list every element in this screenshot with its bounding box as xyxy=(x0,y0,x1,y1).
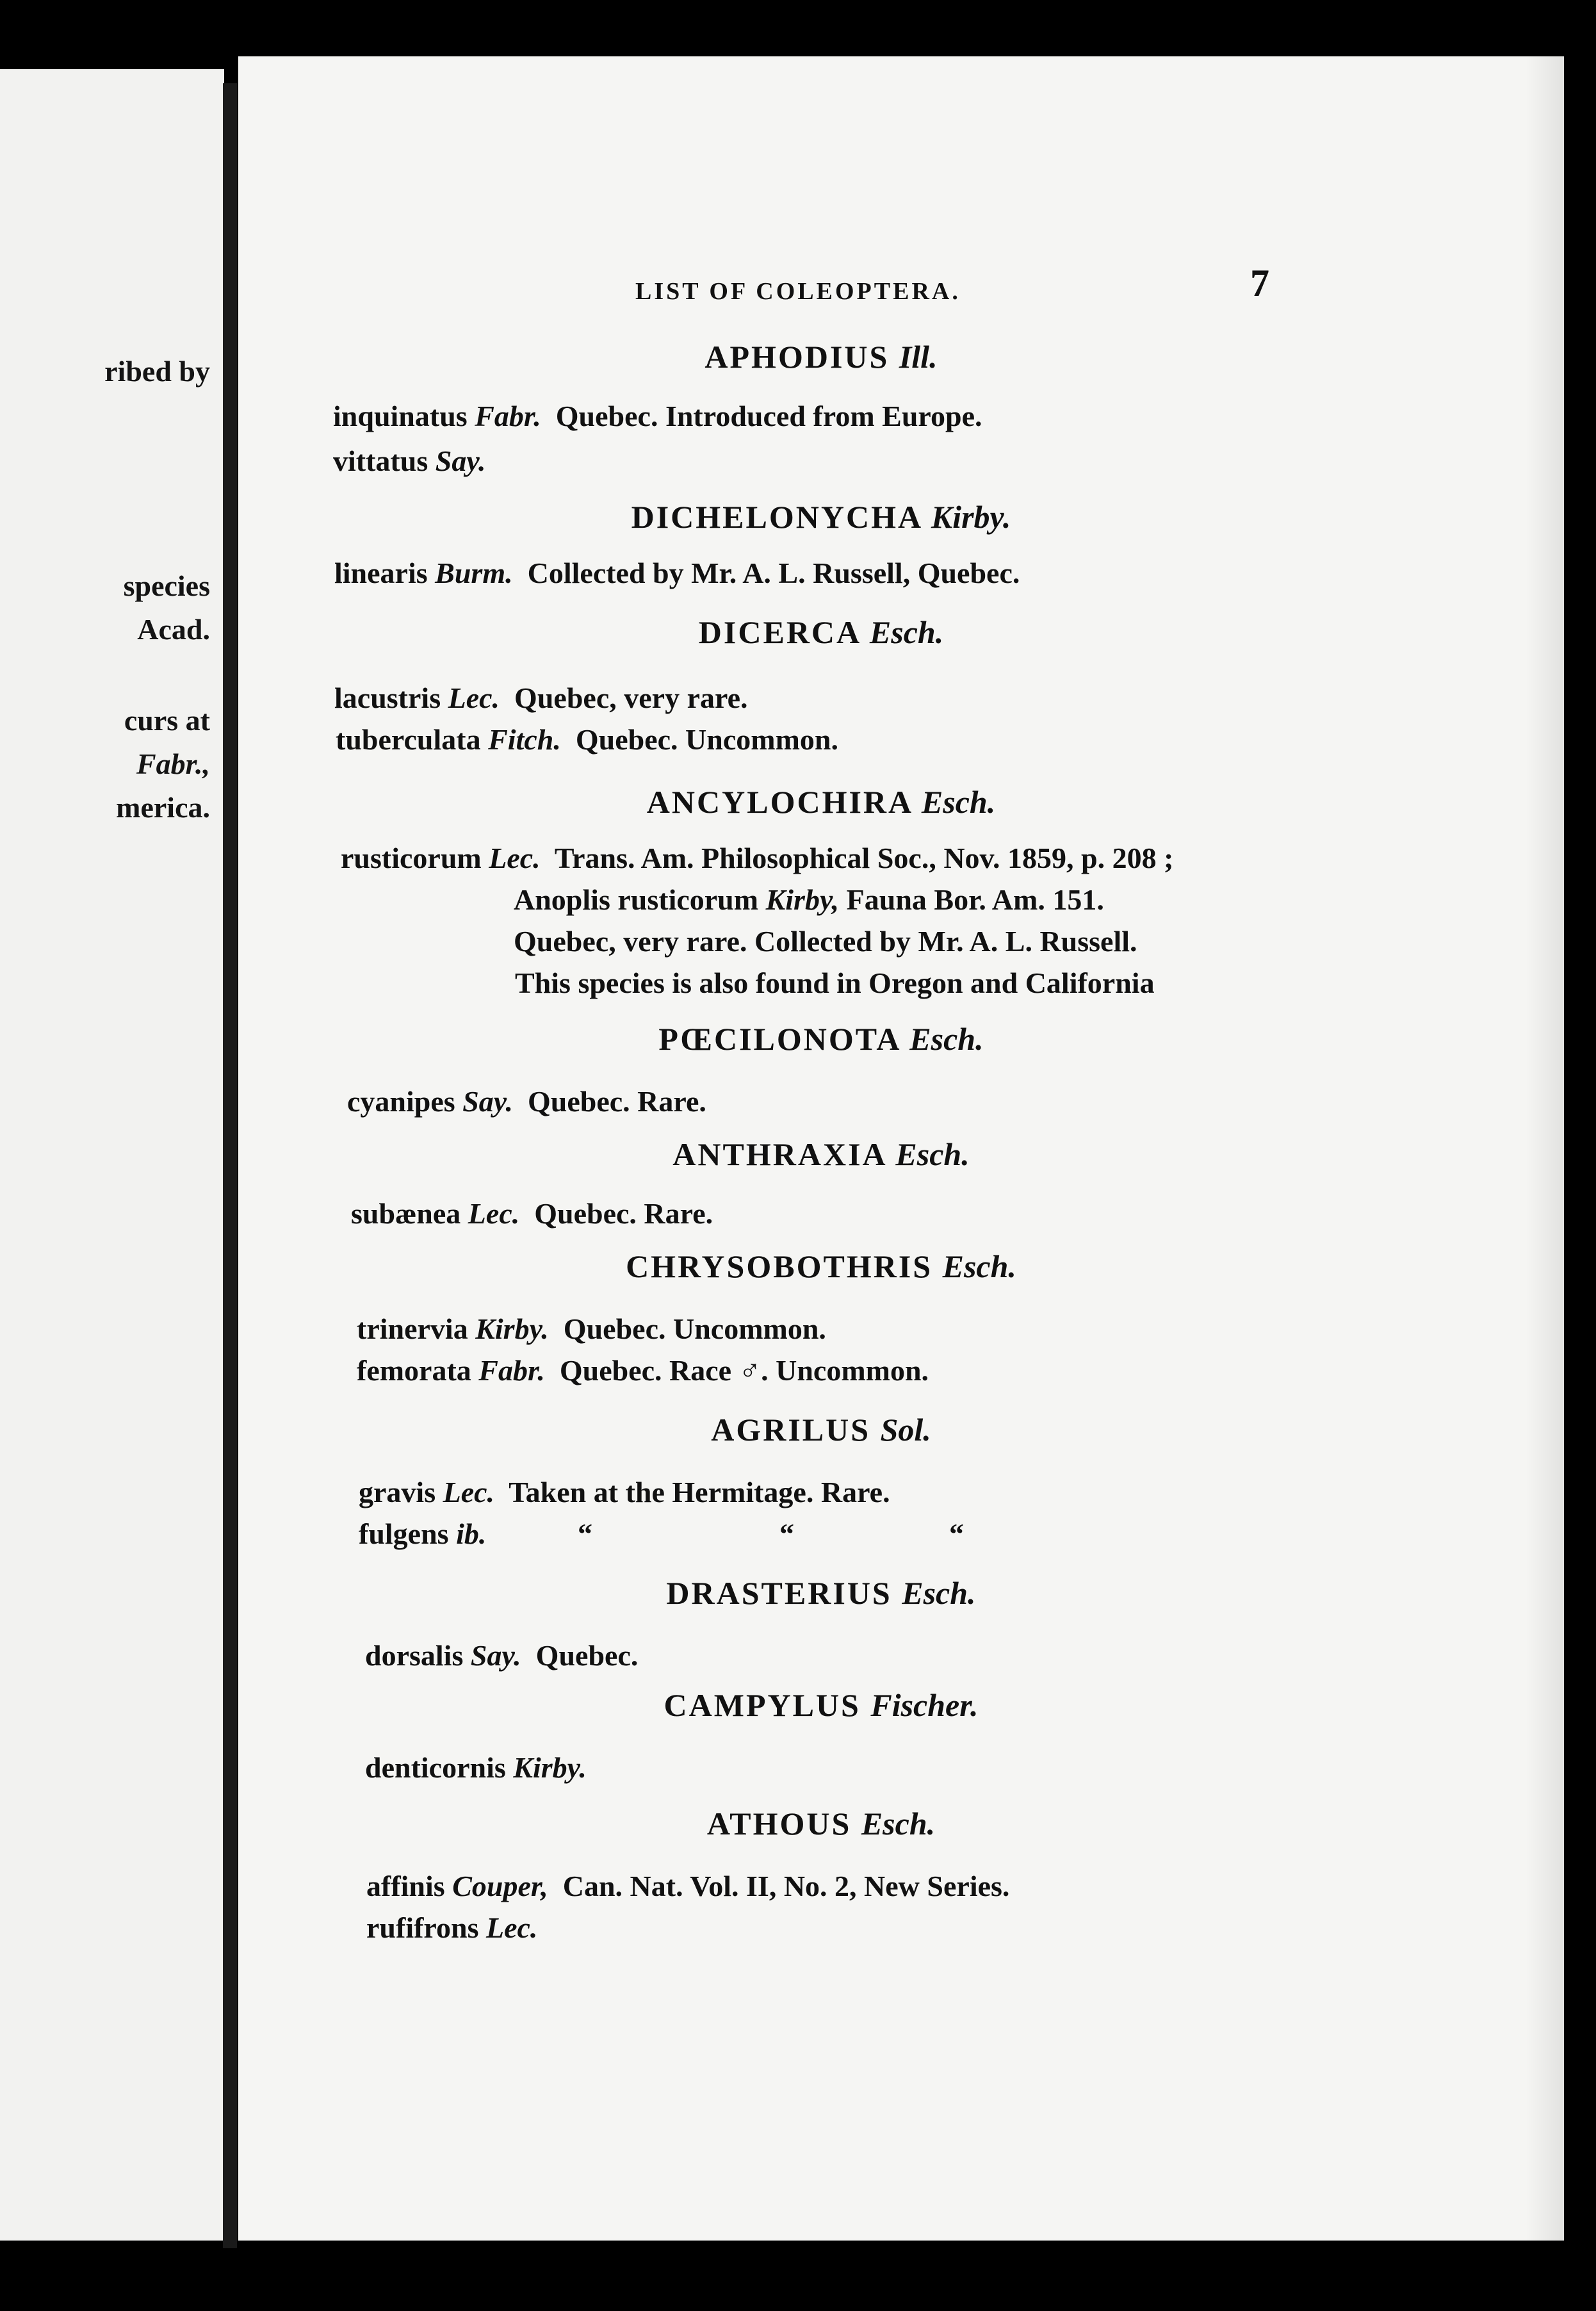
species-note: Quebec. Introduced from Europe. xyxy=(555,400,982,432)
entry-continuation: This species is also found in Oregon and California xyxy=(515,967,1155,999)
genus-heading xyxy=(238,614,1404,651)
species-entry xyxy=(334,556,1020,590)
species-author: Lec. xyxy=(448,682,500,714)
species-author: Kirby. xyxy=(475,1312,549,1345)
species-name: cyanipes xyxy=(347,1085,455,1118)
species-author: Fabr. xyxy=(478,1354,545,1387)
genus-author: Fischer. xyxy=(870,1687,979,1723)
species-note: Quebec. Uncommon. xyxy=(575,723,838,756)
genus-heading xyxy=(238,1574,1404,1612)
species-name: denticornis xyxy=(365,1751,506,1784)
facing-page-fragment: Acad. xyxy=(137,613,210,646)
species-author: Say. xyxy=(435,445,486,477)
species-author: Lec. xyxy=(443,1476,495,1508)
book-binding xyxy=(223,83,237,2248)
species-name: affinis xyxy=(366,1870,445,1902)
facing-page xyxy=(0,69,224,2241)
genus-heading xyxy=(238,1248,1404,1285)
genus-heading xyxy=(238,498,1404,535)
species-note: Trans. Am. Philosophical Soc., Nov. 1859, p. 208 ; xyxy=(554,842,1174,874)
ditto-mark: “ xyxy=(779,1517,794,1550)
species-name: subænea xyxy=(351,1197,461,1230)
species-note: Taken at the Hermitage. Rare. xyxy=(509,1476,890,1508)
entry-continuation xyxy=(514,883,1104,917)
genus-name: DRASTERIUS xyxy=(666,1575,892,1611)
species-name: dorsalis xyxy=(365,1639,464,1672)
genus-name: ATHOUS xyxy=(706,1806,852,1841)
species-entry xyxy=(341,841,1173,875)
species-author: Fitch. xyxy=(488,723,561,756)
species-entry xyxy=(366,1911,537,1945)
continuation-text: Fauna Bor. Am. 151. xyxy=(846,883,1104,916)
genus-name: AGRILUS xyxy=(711,1412,871,1448)
page-shadow xyxy=(1526,56,1564,2241)
entry-continuation: Quebec, very rare. Collected by Mr. A. L. Russell. xyxy=(514,925,1137,958)
species-entry xyxy=(365,1751,587,1784)
species-name: rusticorum xyxy=(341,842,482,874)
species-author: Couper, xyxy=(452,1870,548,1902)
species-note: Collected by Mr. A. L. Russell, Quebec. xyxy=(527,557,1020,589)
species-entry xyxy=(351,1196,713,1230)
species-name: femorata xyxy=(357,1354,471,1387)
species-name: gravis xyxy=(359,1476,436,1508)
species-author: Lec. xyxy=(486,1911,538,1944)
running-head: LIST OF COLEOPTERA. xyxy=(635,278,961,305)
facing-page-fragment: Fabr., xyxy=(136,747,210,780)
genus-heading xyxy=(238,1411,1404,1448)
species-note: Can. Nat. Vol. II, No. 2, New Series. xyxy=(562,1870,1010,1902)
continuation-author: Kirby, xyxy=(765,883,840,916)
species-entry xyxy=(366,1869,1009,1903)
species-entry xyxy=(333,399,982,433)
genus-name: APHODIUS xyxy=(704,339,890,375)
species-author: Say. xyxy=(462,1085,513,1118)
facing-page-fragment: merica. xyxy=(116,791,210,824)
genus-name: CAMPYLUS xyxy=(664,1687,861,1723)
genus-author: Ill. xyxy=(899,339,938,375)
genus-name: ANTHRAXIA xyxy=(672,1136,886,1172)
genus-name: DICERCA xyxy=(698,614,860,650)
species-note: Quebec, very rare. xyxy=(514,682,748,714)
genus-name: DICHELONYCHA xyxy=(631,499,922,535)
species-author: Burm. xyxy=(435,557,513,589)
genus-author: Kirby. xyxy=(931,499,1011,535)
genus-author: Esch. xyxy=(869,614,944,650)
genus-author: Esch. xyxy=(902,1575,976,1611)
species-entry xyxy=(347,1084,706,1118)
species-entry xyxy=(333,444,486,478)
genus-heading xyxy=(238,1686,1404,1724)
species-entry xyxy=(359,1475,890,1509)
species-author: Lec. xyxy=(489,842,541,874)
species-name: vittatus xyxy=(333,445,428,477)
genus-author: Esch. xyxy=(921,784,996,820)
species-author: Say. xyxy=(470,1639,521,1672)
species-author: Fabr. xyxy=(475,400,541,432)
genus-name: PŒCILONOTA xyxy=(658,1021,900,1057)
species-note: Quebec. xyxy=(535,1639,639,1672)
species-name: tuberculata xyxy=(336,723,481,756)
species-name: linearis xyxy=(334,557,428,589)
genus-author: Sol. xyxy=(880,1412,931,1448)
species-entry xyxy=(357,1312,826,1346)
species-entry xyxy=(357,1353,929,1387)
species-note: Quebec. Uncommon. xyxy=(563,1312,826,1345)
species-entry xyxy=(365,1638,638,1672)
species-name: inquinatus xyxy=(333,400,468,432)
genus-author: Esch. xyxy=(895,1136,970,1172)
species-entry xyxy=(336,723,838,756)
genus-heading xyxy=(238,1805,1404,1842)
species-note: Quebec. Rare. xyxy=(534,1197,713,1230)
genus-heading xyxy=(238,1020,1404,1058)
species-author: ib. xyxy=(456,1517,487,1550)
species-author: Kirby. xyxy=(513,1751,587,1784)
genus-heading xyxy=(238,1136,1404,1173)
species-entry xyxy=(359,1517,486,1551)
genus-author: Esch. xyxy=(909,1021,984,1057)
facing-page-fragment: ribed by xyxy=(104,355,210,388)
ditto-mark: “ xyxy=(578,1517,592,1550)
genus-author: Esch. xyxy=(861,1806,936,1841)
genus-name: CHRYSOBOTHRIS xyxy=(626,1248,933,1284)
facing-page-fragment: species xyxy=(123,569,210,602)
ditto-mark: “ xyxy=(949,1517,964,1550)
species-entry xyxy=(334,681,748,715)
book-page xyxy=(238,56,1564,2241)
species-name: rufifrons xyxy=(366,1911,479,1944)
genus-author: Esch. xyxy=(942,1248,1016,1284)
species-note: Quebec. Rare. xyxy=(527,1085,706,1118)
continuation-text: Anoplis rusticorum xyxy=(514,883,759,916)
species-name: trinervia xyxy=(357,1312,468,1345)
genus-name: ANCYLOCHIRA xyxy=(646,784,912,820)
page-number: 7 xyxy=(1250,262,1269,304)
species-note: Quebec. Race ♂. Uncommon. xyxy=(559,1354,929,1387)
genus-heading xyxy=(238,783,1404,821)
species-name: lacustris xyxy=(334,682,441,714)
species-name: fulgens xyxy=(359,1517,449,1550)
species-author: Lec. xyxy=(468,1197,520,1230)
facing-page-fragment: curs at xyxy=(124,704,210,737)
genus-heading xyxy=(238,338,1404,375)
